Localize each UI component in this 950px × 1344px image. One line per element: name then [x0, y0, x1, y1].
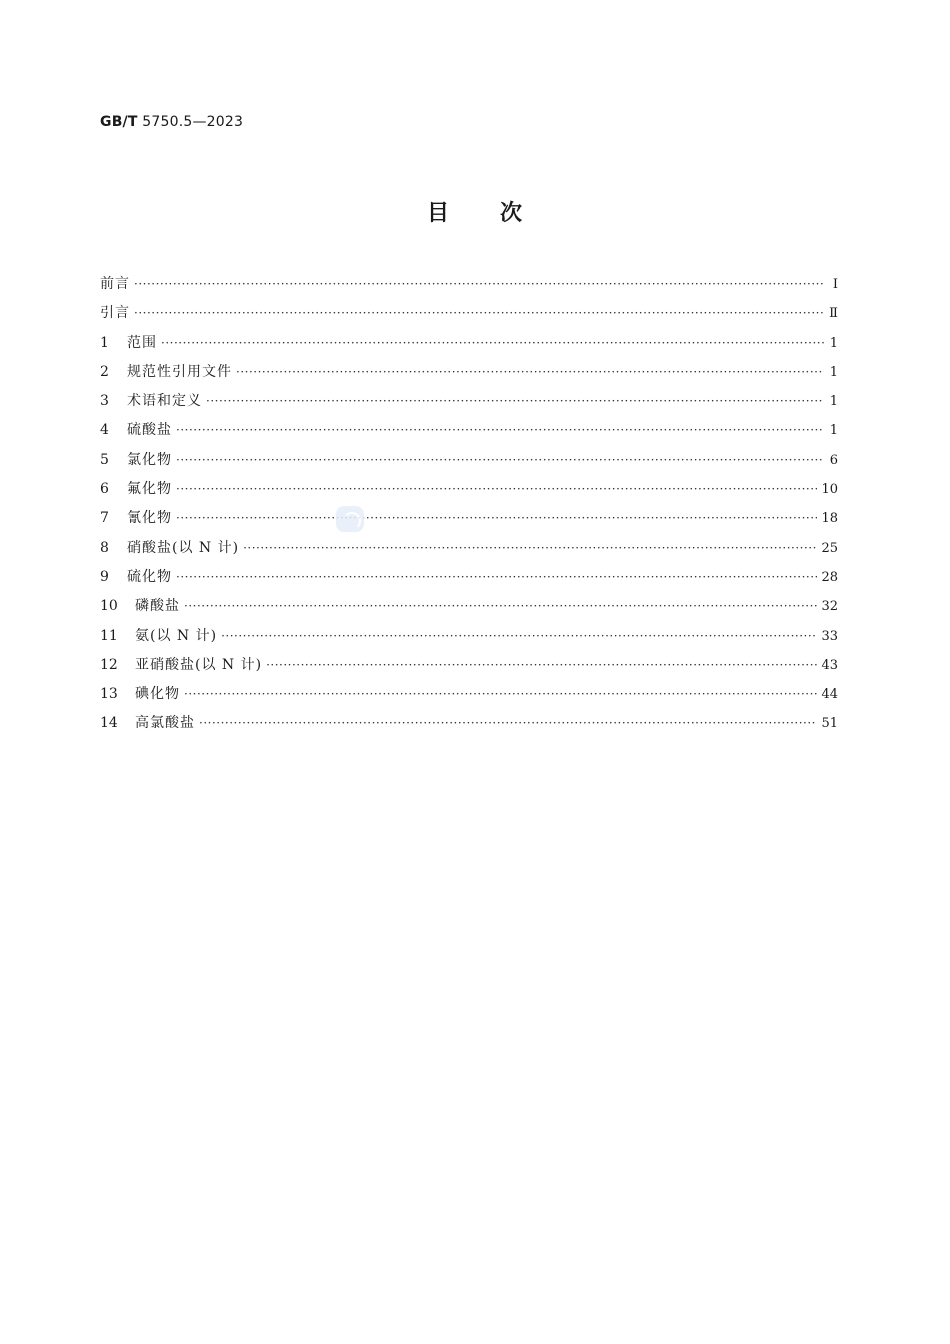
toc-entry-number: 11 [100, 627, 118, 644]
toc-entry-title: 氨(以 N 计) [135, 627, 218, 644]
toc-entry[interactable] [100, 475, 838, 504]
toc-dot-leader [161, 329, 824, 358]
toc-entry[interactable] [100, 534, 838, 563]
toc-dot-leader [206, 387, 824, 416]
toc-entry-number: 7 [100, 510, 109, 527]
standard-code: 5750.5—2023 [142, 114, 244, 130]
toc-entry-number: 12 [100, 656, 118, 673]
toc-entry-number: 2 [100, 363, 109, 380]
toc-dot-leader [176, 416, 824, 445]
toc-entry[interactable] [100, 680, 838, 709]
toc-entry[interactable] [100, 592, 838, 621]
toc-dot-leader [199, 709, 817, 738]
toc-entry-number: 4 [100, 422, 109, 439]
toc-dot-leader [176, 446, 824, 475]
toc-entry-number: 1 [100, 334, 109, 351]
page-title-char-2: 次 [500, 201, 524, 226]
toc-entry[interactable] [100, 563, 838, 592]
toc-entry-page: 1 [829, 423, 838, 439]
toc-entry-title: 硫化物 [127, 568, 172, 585]
toc-dot-leader [266, 651, 817, 680]
toc-entry-page: 32 [821, 599, 838, 615]
toc-entry-title: 氰化物 [127, 510, 172, 527]
toc-dot-leader [221, 622, 817, 651]
toc-entry-title: 硫酸盐 [127, 422, 172, 439]
toc-entry-page: 18 [821, 511, 838, 527]
toc-entry-title: 亚硝酸盐(以 N 计) [135, 656, 263, 673]
toc-entry-page: 43 [821, 657, 838, 673]
toc-entry-number: 9 [100, 568, 109, 585]
toc-entry-title: 磷酸盐 [135, 598, 180, 615]
toc-entry-page: 25 [821, 540, 838, 556]
toc-entry-page: Ⅱ [829, 306, 838, 322]
toc-dot-leader [176, 504, 817, 533]
toc-entry-title: 规范性引用文件 [127, 363, 232, 380]
toc-entry-title: 高氯酸盐 [135, 715, 195, 732]
toc-entry[interactable] [100, 387, 838, 416]
toc-entry-title: 氯化物 [127, 451, 172, 468]
toc-entry-page: 33 [821, 628, 838, 644]
toc-entry-page: 6 [829, 452, 838, 468]
toc-dot-leader [243, 534, 817, 563]
toc-entry-title: 氟化物 [127, 481, 172, 498]
toc-dot-leader [134, 270, 824, 299]
toc-entry-page: 44 [821, 687, 838, 703]
toc-entry[interactable] [100, 299, 838, 328]
toc-entry-title: 术语和定义 [127, 393, 202, 410]
toc-entry[interactable] [100, 358, 838, 387]
toc-entry-number: 10 [100, 598, 118, 615]
toc-entry-title: 硝酸盐(以 N 计) [127, 539, 240, 556]
toc-entry-number: 3 [100, 393, 109, 410]
toc-entry-page: 28 [821, 569, 838, 585]
toc-entry[interactable] [100, 709, 838, 738]
toc-dot-leader [184, 680, 817, 709]
toc-entry-number: 8 [100, 539, 109, 556]
toc-entry-page: 51 [821, 716, 838, 732]
toc-entry-title: 引言 [100, 305, 130, 322]
toc-entry-page: Ⅰ [832, 277, 838, 292]
standard-number [100, 114, 243, 130]
toc-entry-number: 14 [100, 715, 118, 732]
toc-dot-leader [176, 475, 817, 504]
table-of-contents [100, 270, 838, 739]
toc-entry-title: 前言 [100, 276, 130, 292]
toc-entry[interactable] [100, 622, 838, 651]
standard-prefix: GB/T [100, 114, 138, 130]
toc-entry-number: 5 [100, 451, 109, 468]
toc-dot-leader [184, 592, 817, 621]
toc-entry[interactable] [100, 504, 838, 533]
toc-entry-number: 13 [100, 686, 118, 703]
watermark-logo-icon [336, 506, 364, 532]
toc-entry[interactable] [100, 446, 838, 475]
toc-entry-page: 1 [829, 364, 838, 380]
toc-entry-page: 1 [829, 335, 838, 351]
toc-entry[interactable] [100, 270, 838, 299]
toc-entry-page: 1 [829, 394, 838, 410]
toc-entry-title: 碘化物 [135, 686, 180, 703]
toc-dot-leader [176, 563, 817, 592]
page-title-char-1: 目 [426, 201, 450, 226]
toc-entry-page: 10 [821, 482, 838, 498]
toc-entry-number: 6 [100, 481, 109, 498]
toc-dot-leader [134, 299, 824, 328]
page-title [0, 196, 950, 227]
toc-dot-leader [236, 358, 824, 387]
toc-entry-title: 范围 [127, 334, 157, 351]
toc-entry[interactable] [100, 329, 838, 358]
toc-entry[interactable] [100, 651, 838, 680]
toc-entry[interactable] [100, 416, 838, 445]
